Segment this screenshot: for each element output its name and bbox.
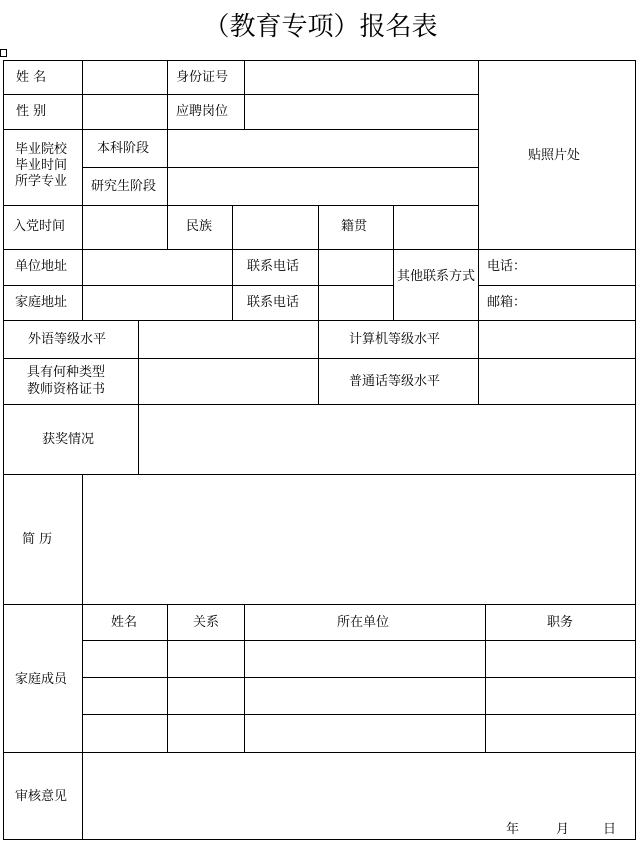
- teacher-cert-field[interactable]: [139, 359, 318, 404]
- col-line: [167, 60, 168, 130]
- col-line: [244, 604, 245, 753]
- col-line: [167, 604, 168, 753]
- home-address-field[interactable]: [83, 286, 232, 320]
- computer-field[interactable]: [479, 321, 635, 358]
- label-mandarin: 普通话等级水平: [349, 374, 441, 389]
- label-gender: 性 别: [16, 104, 47, 119]
- id-number-field[interactable]: [245, 61, 478, 94]
- label-review: 审核意见: [15, 789, 68, 804]
- label-position: 应聘岗位: [176, 104, 229, 119]
- label-computer: 计算机等级水平: [349, 332, 441, 347]
- family-header-name: 姓名: [111, 615, 138, 630]
- review-field[interactable]: [83, 753, 635, 839]
- label-ethnicity: 民族: [186, 219, 213, 234]
- col-line: [232, 249, 233, 321]
- label-awards: 获奖情况: [42, 432, 95, 447]
- label-undergrad: 本科阶段: [97, 141, 150, 156]
- col-line: [485, 604, 486, 753]
- label-contact-phone-2: 联系电话: [247, 295, 300, 310]
- position-field[interactable]: [245, 95, 478, 129]
- col-line: [478, 249, 479, 321]
- native-place-field[interactable]: [394, 206, 478, 249]
- family-header-title: 职务: [547, 615, 574, 630]
- label-email: 邮箱：: [487, 295, 527, 310]
- mandarin-field[interactable]: [479, 359, 635, 404]
- col-line: [82, 129, 83, 206]
- form-title: （教育专项）报名表: [203, 12, 438, 42]
- contact-phone-1-field[interactable]: [319, 250, 393, 285]
- label-home-address: 家庭地址: [15, 295, 68, 310]
- date-year: 年: [506, 822, 520, 837]
- col-line: [393, 249, 394, 321]
- party-date-field[interactable]: [83, 206, 167, 249]
- foreign-lang-field[interactable]: [139, 321, 318, 358]
- label-education: 毕业院校 毕业时间 所学专业: [15, 142, 68, 189]
- row-line: [478, 285, 636, 286]
- col-line: [167, 205, 168, 250]
- col-line: [318, 320, 319, 405]
- label-graduate: 研究生阶段: [91, 179, 157, 194]
- label-resume: 简 历: [22, 532, 53, 547]
- awards-field[interactable]: [139, 405, 635, 474]
- row-line: [3, 604, 636, 605]
- gender-field[interactable]: [83, 95, 167, 129]
- work-address-field[interactable]: [83, 250, 232, 285]
- label-phone: 电话：: [487, 259, 527, 274]
- graduate-field[interactable]: [168, 168, 478, 205]
- label-family: 家庭成员: [15, 672, 68, 687]
- label-native-place: 籍贯: [341, 219, 368, 234]
- label-id-number: 身份证号: [176, 70, 229, 85]
- ethnicity-field[interactable]: [233, 206, 318, 249]
- family-header-employer: 所在单位: [337, 615, 390, 630]
- col-line: [318, 205, 319, 250]
- row-line: [82, 677, 636, 678]
- label-work-address: 单位地址: [15, 259, 68, 274]
- contact-phone-2-field[interactable]: [319, 286, 393, 320]
- label-teacher-cert: 具有何种类型 教师资格证书: [27, 365, 106, 397]
- label-name: 姓 名: [16, 70, 47, 85]
- undergrad-field[interactable]: [168, 130, 478, 167]
- row-line: [82, 714, 636, 715]
- label-party-date: 入党时间: [13, 219, 66, 234]
- photo-area[interactable]: [479, 61, 635, 249]
- label-foreign-lang: 外语等级水平: [28, 332, 107, 347]
- label-other-contact: 其他联系方式: [397, 269, 476, 284]
- row-line: [82, 640, 636, 641]
- date-month: 月: [556, 822, 570, 837]
- date-day: 日: [603, 822, 617, 837]
- family-header-relation: 关系: [193, 615, 220, 630]
- label-photo: 贴照片处: [528, 148, 581, 163]
- name-field[interactable]: [83, 61, 167, 94]
- resume-field[interactable]: [83, 475, 635, 604]
- corner-mark: [0, 49, 7, 57]
- label-contact-phone-1: 联系电话: [247, 259, 300, 274]
